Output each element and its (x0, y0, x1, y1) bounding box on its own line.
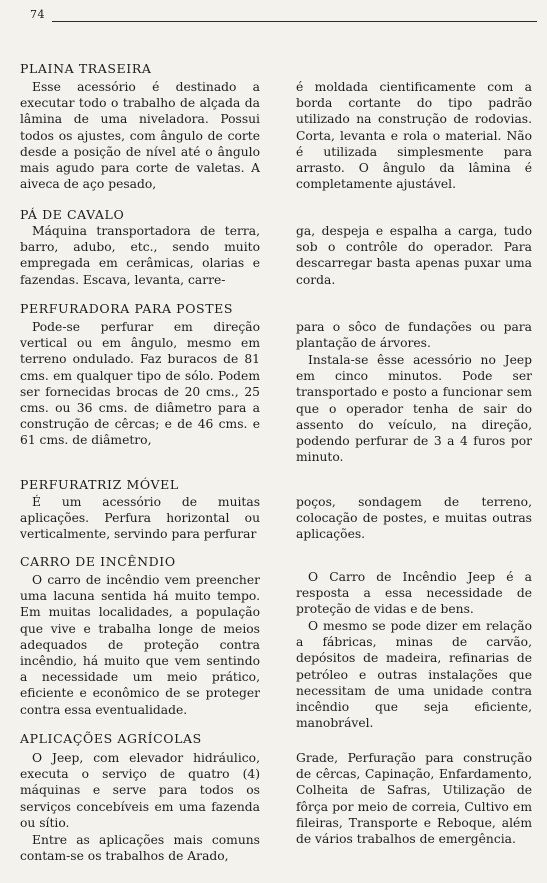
perfuratriz-left-text: É um acessório de muitas aplicações. Perfura horizontal ou verticalmente, servindo para perfurar (20, 495, 260, 542)
perfuradora-right-text-1: para o sôco de fundações ou para plantação de árvores. (296, 320, 532, 351)
page-number: 74 (30, 8, 45, 21)
heading-aplicacoes-agricolas: APLICAÇÕES AGRÍCOLAS (20, 731, 202, 746)
perfuradora-right-text-2: Instala-se êsse acessório no Jeep em cinco minutos. Pode ser transportado e posto a funcionar sem que o operador tenha de sair do assento do veículo, na direção, podendo perfurar de 3 a 4 furos por minuto. (296, 353, 532, 465)
carro-de-incendio-left-text: O carro de incêndio vem preencher uma lacuna sentida há muito tempo. Em muitas localidades, a população que vive e trabalha longe de meios adequados de proteção contra incêndio, há muito que vem sentindo a necessidade um meio prático, eficiente e econômico de se proteger contra essa eventualidade. (20, 573, 260, 717)
heading-plaina-traseira: PLAINA TRASEIRA (20, 61, 152, 76)
heading-perfuratriz-movel: PERFURATRIZ MÓVEL (20, 477, 179, 492)
pa-de-cavalo-right-text: ga, despeja e espalha a carga, tudo sob o contrôle do operador. Para descarregar basta apenas puxar uma corda. (296, 224, 532, 287)
plaina-traseira-left-text: Esse acessório é destinado a executar todo o trabalho de alçada da lâmina de uma niveladora. Possui todos os ajustes, com ângulo de corte desde a posição de nível até o ângulo mais agudo para corte de valetas. A aiveca de aço pesado, (20, 80, 260, 192)
top-rule (52, 21, 537, 22)
pa-de-cavalo-left-text: Máquina transportadora de terra, barro, adubo, etc., sendo muito empregada em cerâmicas, olarias e fazendas. Escava, levanta, carre- (20, 224, 260, 287)
heading-pa-de-cavalo: PÁ DE CAVALO (20, 207, 125, 222)
aplicacoes-right-text: Grade, Perfuração para construção de cêrcas, Capinação, Enfardamento, Colheita de Safras, Utilização de fôrça por meio de correia, Cultivo em fileiras, Transporte e Reboque, além de vários trabalhos de emergência. (296, 751, 532, 847)
aplicacoes-left-text-1: O Jeep, com elevador hidráulico, executa o serviço de quatro (4) máquinas e serve para todos os serviços concebíveis em uma fazenda ou sítio. (20, 751, 260, 830)
plaina-traseira-right-text: é moldada cientificamente com a borda cortante do tipo padrão utilizado na construção de rodovias. Corta, levanta e rola o material. Não é utilizada simplesmente para arrasto. O ângulo da lâmina é completamente ajustável. (296, 80, 532, 192)
perfuratriz-right-text: poços, sondagem de terreno, colocação de postes, e muitas outras aplicações. (296, 495, 532, 542)
aplicacoes-left-text-2: Entre as aplicações mais comuns contam-se os trabalhos de Arado, (20, 833, 260, 864)
perfuradora-left-text: Pode-se perfurar em direção vertical ou em ângulo, mesmo em terreno ondulado. Faz buracos de 81 cms. em qualquer tipo de sólo. Podem ser fornecidas brocas de 20 cms., 25 cms. ou 36 cms. de diâmetro para a construção de cêrcas; e de 46 cms. e 61 cms. de diâmetro, (20, 320, 260, 448)
heading-perfuradora-para-postes: PERFURADORA PARA POSTES (20, 301, 234, 316)
carro-de-incendio-right-text-1: O Carro de Incêndio Jeep é a resposta a essa necessidade de proteção de vidas e de bens. (296, 570, 532, 617)
carro-de-incendio-right-text-2: O mesmo se pode dizer em relação a fábricas, minas de carvão, depósitos de madeira, refinarias de petróleo e outras instalações que necessitam de uma unidade contra incêndio que seja eficiente, manobrável. (296, 619, 532, 731)
heading-carro-de-incendio: CARRO DE INCÊNDIO (20, 554, 176, 569)
